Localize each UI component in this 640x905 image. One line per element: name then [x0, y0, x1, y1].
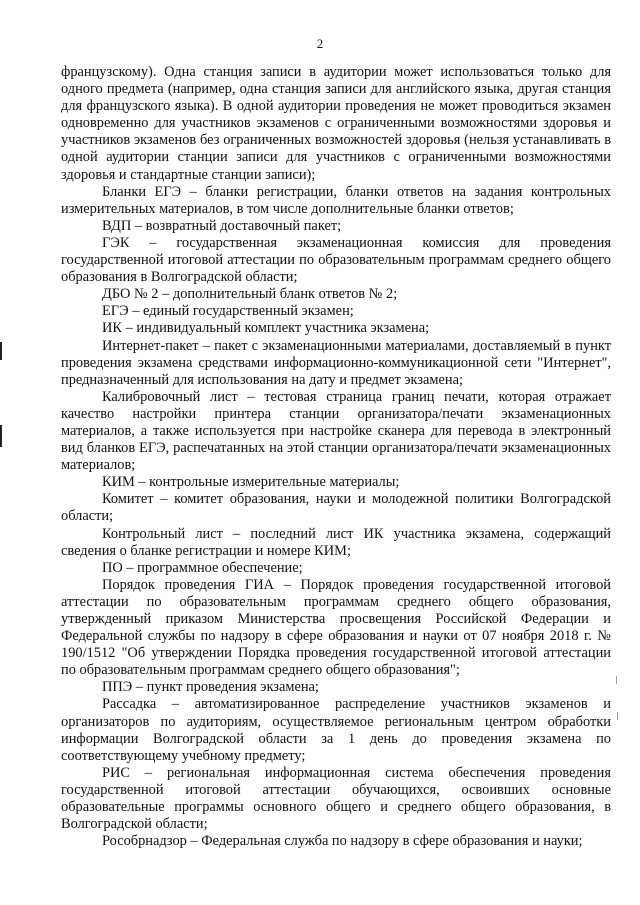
definition-kim: КИМ – контрольные измерительные материалы;: [102, 474, 400, 491]
definition-dbo2: ДБО № 2 – дополнительный бланк ответов № 2;: [102, 286, 398, 303]
definition-gek: ГЭК – государственная экзаменационная комиссия для проведения государственной итоговой аттестации по образовательным программам среднего общего образования в Волгоградской области;: [61, 234, 611, 286]
paragraph-continuation: французскому). Одна станция записи в аудитории может использоваться только для одного предмета (например, одна станция записи для английского языка, другая станция для французского языка). В одной аудитории проведения не может проводиться экзамен одновременно для участников экзаменов с ограниченными возможностями здоровья и участников экзаменов без ограниченных возможностей здоровья (нельзя устанавливать в одной аудитории станции записи для участников с ограниченными возможностями здоровья и стандартные станции записи);: [61, 64, 611, 183]
definition-internet-paket: Интернет-пакет – пакет с экзаменационными материалами, доставляемый в пункт проведения экзамена средствами информационно-коммуникационной сети "Интернет", предназначенный для использования на дату и предмет экзамена;: [61, 337, 611, 388]
definition-kontrolny-list: Контрольный лист – последний лист ИК участника экзамена, содержащий сведения о бланке регистрации и номере КИМ;: [61, 525, 611, 559]
definition-ris: РИС – региональная информационная система обеспечения проведения государственной итоговой аттестации обучающихся, освоивших основные образовательные программы основного общего и среднего общего образования, в Волгоградской области;: [61, 764, 611, 833]
definition-ege: ЕГЭ – единый государственный экзамен;: [102, 303, 354, 320]
scan-speck: [617, 712, 618, 720]
scan-edge-mark: [0, 342, 2, 360]
definition-ik: ИК – индивидуальный комплект участника экзамена;: [102, 320, 430, 337]
definition-ppe: ППЭ – пункт проведения экзамена;: [102, 679, 319, 696]
definition-rassadka: Рассадка – автоматизированное распределение участников экзаменов и организаторов по аудиториям, осуществляемое региональным центром обработки информации Волгоградской области за 1 день до проведения экзамена по соответствующему учебному предмету;: [61, 696, 611, 764]
definition-po: ПО – программное обеспечение;: [102, 559, 303, 576]
document-body: [61, 64, 611, 850]
scan-speck: [616, 676, 617, 684]
definition-komitet: Комитет – комитет образования, науки и молодежной политики Волгоградской области;: [61, 491, 611, 525]
scan-edge-mark: [0, 425, 2, 447]
definition-poryadok-gia: Порядок проведения ГИА – Порядок проведения государственной итоговой аттестации по образовательным программам среднего общего образования, утвержденный приказом Министерства просвещения Российской Федерации и Федеральной службы по надзору в сфере образования и науки от 07 ноября 2018 г. № 190/1512 "Об утверждении Порядка проведения государственной итоговой аттестации по образовательным программам среднего общего образования";: [61, 576, 611, 679]
page-number: 2: [316, 36, 324, 51]
definition-blanki-ege: Бланки ЕГЭ – бланки регистрации, бланки ответов на задания контрольных измерительных материалов, в том числе дополнительные бланки ответов;: [61, 183, 611, 217]
definition-vdp: ВДП – возвратный доставочный пакет;: [102, 217, 342, 234]
definition-rosobrnadzor: Рособрнадзор – Федеральная служба по надзору в сфере образования и науки;: [102, 833, 583, 850]
definition-kalibrovochny-list: Калибровочный лист – тестовая страница границ печати, которая отражает качество настройки принтера станции организатора/печати экзаменационных материалов, а также используется при настройке сканера для перевода в электронный вид бланков ЕГЭ, распечатанных на этой станции организатора/печати экзаменационных материалов;: [61, 388, 611, 474]
